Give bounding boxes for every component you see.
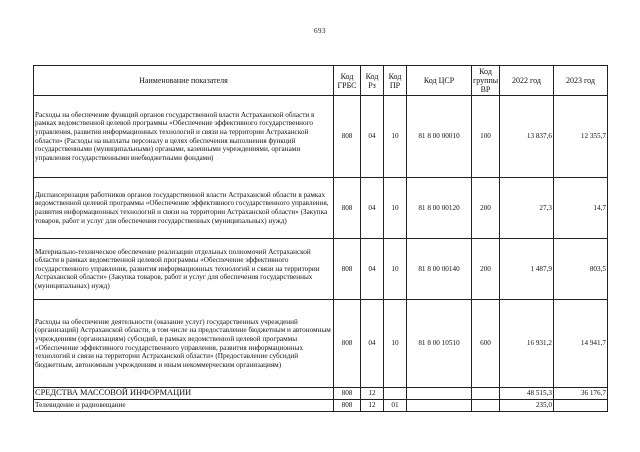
- row-pr: [384, 388, 407, 400]
- row-rz: 12: [361, 388, 384, 400]
- row-2022: 13 837,6: [500, 96, 554, 178]
- row-pr: 10: [384, 300, 407, 388]
- row-name: Телевидение и радиовещание: [34, 400, 334, 412]
- row-csr: [407, 400, 472, 412]
- table-row: [34, 239, 608, 300]
- row-grbs: 808: [334, 239, 361, 300]
- row-grbs: 808: [334, 400, 361, 412]
- row-rz: 04: [361, 239, 384, 300]
- table-row: [34, 96, 608, 178]
- row-name: Расходы на обеспечение деятельности (оказание услуг) государственных учреждений (организаций) Астраханской области, в том числе на предоставление бюджетным и автономным учреждениям (организациям) субсидий, в рамках ведомственной целевой программы «Обеспечение эффективного государственного управления, развития информационных технологий и связи на территории Астраханской области» (Предоставление субсидий бюджетным, автономным учреждениям и иным некоммерческим организациям): [34, 300, 334, 388]
- row-vr: 600: [472, 300, 500, 388]
- row-name: Расходы на обеспечение функций органов государственной власти Астраханской области в рамках ведомственной целевой программы «Обеспечение эффективного государственного управления, развития информационных технологий и связи на территории Астраханской области» (Расходы на выплаты персоналу в целях обеспечения выполнения функций государственными (муниципальными) органами, казенными учреждениями, органами управления государственными внебюджетными фондами): [34, 96, 334, 178]
- table-row: [34, 178, 608, 239]
- header-csr: Код ЦСР: [407, 66, 472, 96]
- row-pr: 10: [384, 239, 407, 300]
- row-grbs: 808: [334, 388, 361, 400]
- row-2023: 14 941,7: [554, 300, 608, 388]
- row-rz: 04: [361, 178, 384, 239]
- budget-table: [33, 65, 608, 412]
- row-vr: 200: [472, 239, 500, 300]
- header-rz: Код Рз: [361, 66, 384, 96]
- row-vr: 200: [472, 178, 500, 239]
- header-pr: Код ПР: [384, 66, 407, 96]
- header-vr: Код группы ВР: [473, 67, 499, 94]
- row-pr: 01: [384, 400, 407, 412]
- row-csr: [407, 388, 472, 400]
- row-name: Материально-техническое обеспечение реализации отдельных полномочий Астраханской области в рамках ведомственной целевой программы «Обеспечение эффективного государственного управления, развития информационных технологий и связи на территории Астраханской области» (Закупка товаров, работ и услуг для обеспечения государственных (муниципальных) нужд): [34, 239, 334, 300]
- row-2022: 27,3: [500, 178, 554, 239]
- row-vr: [472, 388, 500, 400]
- row-2023: 12 355,7: [554, 96, 608, 178]
- row-grbs: 808: [334, 300, 361, 388]
- row-csr: 81 8 00 10510: [407, 300, 472, 388]
- row-2022: 16 931,2: [500, 300, 554, 388]
- row-rz: 12: [361, 400, 384, 412]
- row-2023: 36 176,7: [554, 388, 608, 400]
- row-2023: 803,5: [554, 239, 608, 300]
- row-csr: 81 8 00 00120: [407, 178, 472, 239]
- header-2022: 2022 год: [500, 66, 554, 96]
- page-number: 693: [314, 27, 326, 35]
- row-pr: 10: [384, 96, 407, 178]
- row-vr: [472, 400, 500, 412]
- table-header-row: [34, 66, 608, 96]
- table-row-section: [34, 388, 608, 400]
- row-2022: 48 515,3: [500, 388, 554, 400]
- row-csr: 81 8 00 00010: [407, 96, 472, 178]
- row-name: СРЕДСТВА МАССОВОЙ ИНФОРМАЦИИ: [34, 388, 334, 400]
- row-vr: 100: [472, 96, 500, 178]
- row-grbs: 808: [334, 96, 361, 178]
- row-2023: [554, 400, 608, 412]
- table-row: [34, 400, 608, 412]
- row-rz: 04: [361, 96, 384, 178]
- row-2022: 1 487,9: [500, 239, 554, 300]
- table-row: [34, 300, 608, 388]
- row-csr: 81 8 00 00140: [407, 239, 472, 300]
- row-2023: 14,7: [554, 178, 608, 239]
- header-2023: 2023 год: [554, 66, 608, 96]
- row-pr: 10: [384, 178, 407, 239]
- header-grbs: Код ГРБС: [334, 66, 361, 96]
- row-grbs: 808: [334, 178, 361, 239]
- row-2022: 235,0: [500, 400, 554, 412]
- row-rz: 04: [361, 300, 384, 388]
- header-name: Наименование показателя: [34, 66, 334, 96]
- row-name: Диспансеризация работников органов государственной власти Астраханской области в рамках ведомственной целевой программы «Обеспечение эффективного государственного управления, развития информационных технологий и связи на территории Астраханской области» (Закупка товаров, работ и услуг для обеспечения государственных (муниципальных) нужд): [34, 178, 334, 239]
